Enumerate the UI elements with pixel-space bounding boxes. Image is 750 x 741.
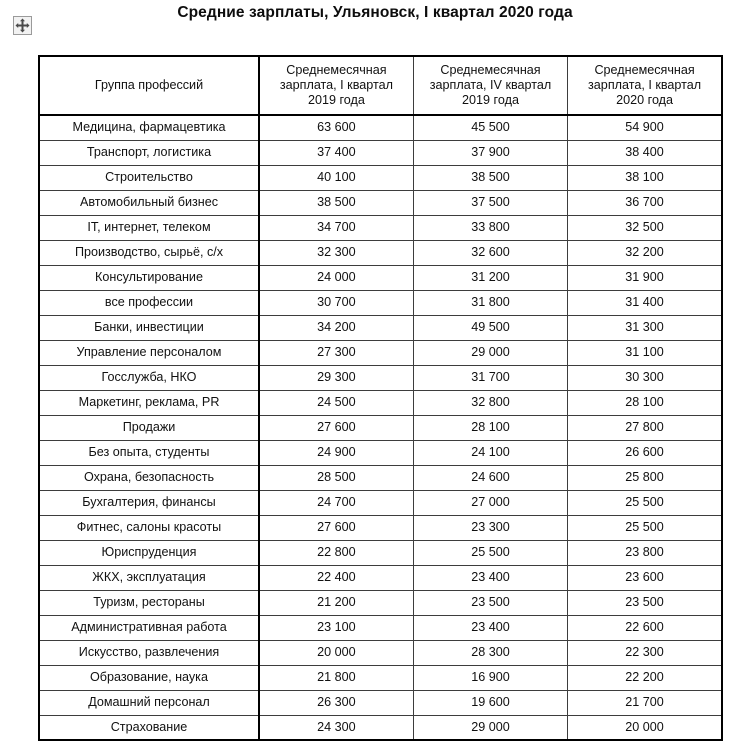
table-row (39, 190, 722, 215)
cell-q1-2019: 24 700 (259, 490, 413, 515)
cell-group-name: Медицина, фармацевтика (39, 115, 259, 140)
table-row (39, 490, 722, 515)
cell-q4-2019: 45 500 (413, 115, 567, 140)
cell-q1-2019: 32 300 (259, 240, 413, 265)
cell-group-name: все профессии (39, 290, 259, 315)
cell-q4-2019: 24 600 (413, 465, 567, 490)
cell-q4-2019: 49 500 (413, 315, 567, 340)
cell-q4-2019: 24 100 (413, 440, 567, 465)
cell-q1-2020: 21 700 (568, 690, 722, 715)
cell-q1-2019: 23 100 (259, 615, 413, 640)
table-row (39, 315, 722, 340)
cell-q1-2019: 22 800 (259, 540, 413, 565)
table-row (39, 540, 722, 565)
column-header-q4-2019-line-3: 2019 года (462, 93, 519, 107)
cell-group-name: Банки, инвестиции (39, 315, 259, 340)
cell-q1-2019: 34 700 (259, 215, 413, 240)
table-row (39, 215, 722, 240)
column-header-group (39, 56, 259, 115)
cell-q1-2019: 21 800 (259, 665, 413, 690)
cell-q1-2019: 63 600 (259, 115, 413, 140)
cell-q4-2019: 33 800 (413, 215, 567, 240)
cell-q1-2019: 22 400 (259, 565, 413, 590)
cell-q4-2019: 23 300 (413, 515, 567, 540)
table-row (39, 365, 722, 390)
cell-q1-2020: 20 000 (568, 715, 722, 740)
cell-group-name: Страхование (39, 715, 259, 740)
column-header-q4-2019-line-1: Среднемесячная (440, 63, 541, 77)
table-row (39, 390, 722, 415)
cell-q1-2019: 29 300 (259, 365, 413, 390)
table-row (39, 340, 722, 365)
cell-q4-2019: 23 400 (413, 615, 567, 640)
cell-q4-2019: 38 500 (413, 165, 567, 190)
cell-q1-2019: 40 100 (259, 165, 413, 190)
cell-q1-2020: 31 300 (568, 315, 722, 340)
cell-q4-2019: 31 800 (413, 290, 567, 315)
table-header (39, 56, 722, 115)
cell-group-name: Домашний персонал (39, 690, 259, 715)
cell-q1-2019: 37 400 (259, 140, 413, 165)
cell-group-name: Без опыта, студенты (39, 440, 259, 465)
cell-q1-2020: 25 500 (568, 490, 722, 515)
cell-q1-2020: 22 200 (568, 665, 722, 690)
cell-q1-2019: 21 200 (259, 590, 413, 615)
column-header-q1-2020-line-3: 2020 года (616, 93, 674, 107)
cell-group-name: Юриспруденция (39, 540, 259, 565)
cell-q1-2020: 23 600 (568, 565, 722, 590)
cell-group-name: Туризм, рестораны (39, 590, 259, 615)
cell-q4-2019: 32 800 (413, 390, 567, 415)
cell-q1-2020: 22 600 (568, 615, 722, 640)
cell-group-name: Управление персоналом (39, 340, 259, 365)
cell-q1-2019: 20 000 (259, 640, 413, 665)
cell-group-name: Искусство, развлечения (39, 640, 259, 665)
cell-q1-2020: 54 900 (568, 115, 722, 140)
cell-q4-2019: 23 500 (413, 590, 567, 615)
cell-q1-2020: 31 400 (568, 290, 722, 315)
table-row (39, 465, 722, 490)
table-row (39, 690, 722, 715)
cell-q4-2019: 37 500 (413, 190, 567, 215)
cell-group-name: Госслужба, НКО (39, 365, 259, 390)
table-row (39, 565, 722, 590)
table-row (39, 615, 722, 640)
cell-group-name: Образование, наука (39, 665, 259, 690)
cell-q1-2020: 32 500 (568, 215, 722, 240)
cell-q1-2019: 26 300 (259, 690, 413, 715)
cell-q1-2020: 26 600 (568, 440, 722, 465)
cell-q1-2019: 24 300 (259, 715, 413, 740)
cell-q1-2019: 30 700 (259, 290, 413, 315)
cell-q1-2020: 23 500 (568, 590, 722, 615)
column-header-q1-2020-line-2: зарплата, I квартал (588, 78, 702, 92)
cell-q4-2019: 31 200 (413, 265, 567, 290)
cell-group-name: Маркетинг, реклама, PR (39, 390, 259, 415)
column-header-q1-2019 (259, 56, 413, 115)
cell-group-name: Охрана, безопасность (39, 465, 259, 490)
table-row (39, 290, 722, 315)
cell-q1-2020: 25 500 (568, 515, 722, 540)
cell-q4-2019: 29 000 (413, 340, 567, 365)
table-row (39, 640, 722, 665)
cell-q1-2019: 24 900 (259, 440, 413, 465)
page-title: Средние зарплаты, Ульяновск, I квартал 2020 года (177, 4, 573, 21)
salary-table (38, 55, 723, 741)
cell-q1-2020: 28 100 (568, 390, 722, 415)
column-header-q1-2020-line-1: Среднемесячная (594, 63, 695, 77)
table-row (39, 240, 722, 265)
cell-q1-2019: 27 600 (259, 515, 413, 540)
cell-group-name: Консультирование (39, 265, 259, 290)
cell-q1-2020: 38 400 (568, 140, 722, 165)
cell-q1-2020: 22 300 (568, 640, 722, 665)
column-header-q1-2019-line-1: Среднемесячная (286, 63, 387, 77)
salary-table-container (38, 55, 721, 741)
table-row (39, 515, 722, 540)
cell-q1-2020: 32 200 (568, 240, 722, 265)
cell-q1-2020: 23 800 (568, 540, 722, 565)
cell-q1-2020: 27 800 (568, 415, 722, 440)
cell-group-name: IT, интернет, телеком (39, 215, 259, 240)
table-row (39, 265, 722, 290)
column-header-q4-2019-line-2: зарплата, IV квартал (429, 78, 552, 92)
cell-q1-2019: 38 500 (259, 190, 413, 215)
cell-q4-2019: 31 700 (413, 365, 567, 390)
cell-q1-2020: 38 100 (568, 165, 722, 190)
cell-q1-2019: 24 000 (259, 265, 413, 290)
cell-group-name: Фитнес, салоны красоты (39, 515, 259, 540)
table-row (39, 440, 722, 465)
cell-q4-2019: 19 600 (413, 690, 567, 715)
cell-group-name: Бухгалтерия, финансы (39, 490, 259, 515)
cell-q1-2020: 31 900 (568, 265, 722, 290)
table-row (39, 665, 722, 690)
cell-q4-2019: 37 900 (413, 140, 567, 165)
cell-group-name: Продажи (39, 415, 259, 440)
cell-q1-2019: 28 500 (259, 465, 413, 490)
table-row (39, 140, 722, 165)
cell-group-name: Автомобильный бизнес (39, 190, 259, 215)
cell-group-name: Производство, сырьё, с/х (39, 240, 259, 265)
cell-q1-2019: 27 600 (259, 415, 413, 440)
cell-q1-2020: 36 700 (568, 190, 722, 215)
cell-q4-2019: 32 600 (413, 240, 567, 265)
table-body (39, 115, 722, 740)
table-row (39, 590, 722, 615)
table-row (39, 715, 722, 740)
cell-q4-2019: 27 000 (413, 490, 567, 515)
table-row (39, 165, 722, 190)
column-header-q4-2019 (413, 56, 567, 115)
cell-q4-2019: 16 900 (413, 665, 567, 690)
table-header-row (39, 56, 722, 115)
cell-group-name: Административная работа (39, 615, 259, 640)
column-header-group-line-1: Группа профессий (94, 78, 204, 92)
cell-q4-2019: 28 100 (413, 415, 567, 440)
cell-q4-2019: 29 000 (413, 715, 567, 740)
cell-q1-2019: 27 300 (259, 340, 413, 365)
table-row (39, 415, 722, 440)
cell-q4-2019: 23 400 (413, 565, 567, 590)
column-header-q1-2019-line-2: зарплата, I квартал (279, 78, 393, 92)
cell-group-name: ЖКХ, эксплуатация (39, 565, 259, 590)
column-header-q1-2019-line-3: 2019 года (307, 93, 365, 107)
cell-q1-2020: 30 300 (568, 365, 722, 390)
cell-group-name: Транспорт, логистика (39, 140, 259, 165)
cell-q1-2019: 24 500 (259, 390, 413, 415)
cell-q1-2020: 25 800 (568, 465, 722, 490)
column-header-q1-2020 (568, 56, 722, 115)
table-row (39, 115, 722, 140)
cell-q1-2020: 31 100 (568, 340, 722, 365)
cell-q4-2019: 28 300 (413, 640, 567, 665)
cell-q1-2019: 34 200 (259, 315, 413, 340)
cell-group-name: Строительство (39, 165, 259, 190)
cell-q4-2019: 25 500 (413, 540, 567, 565)
